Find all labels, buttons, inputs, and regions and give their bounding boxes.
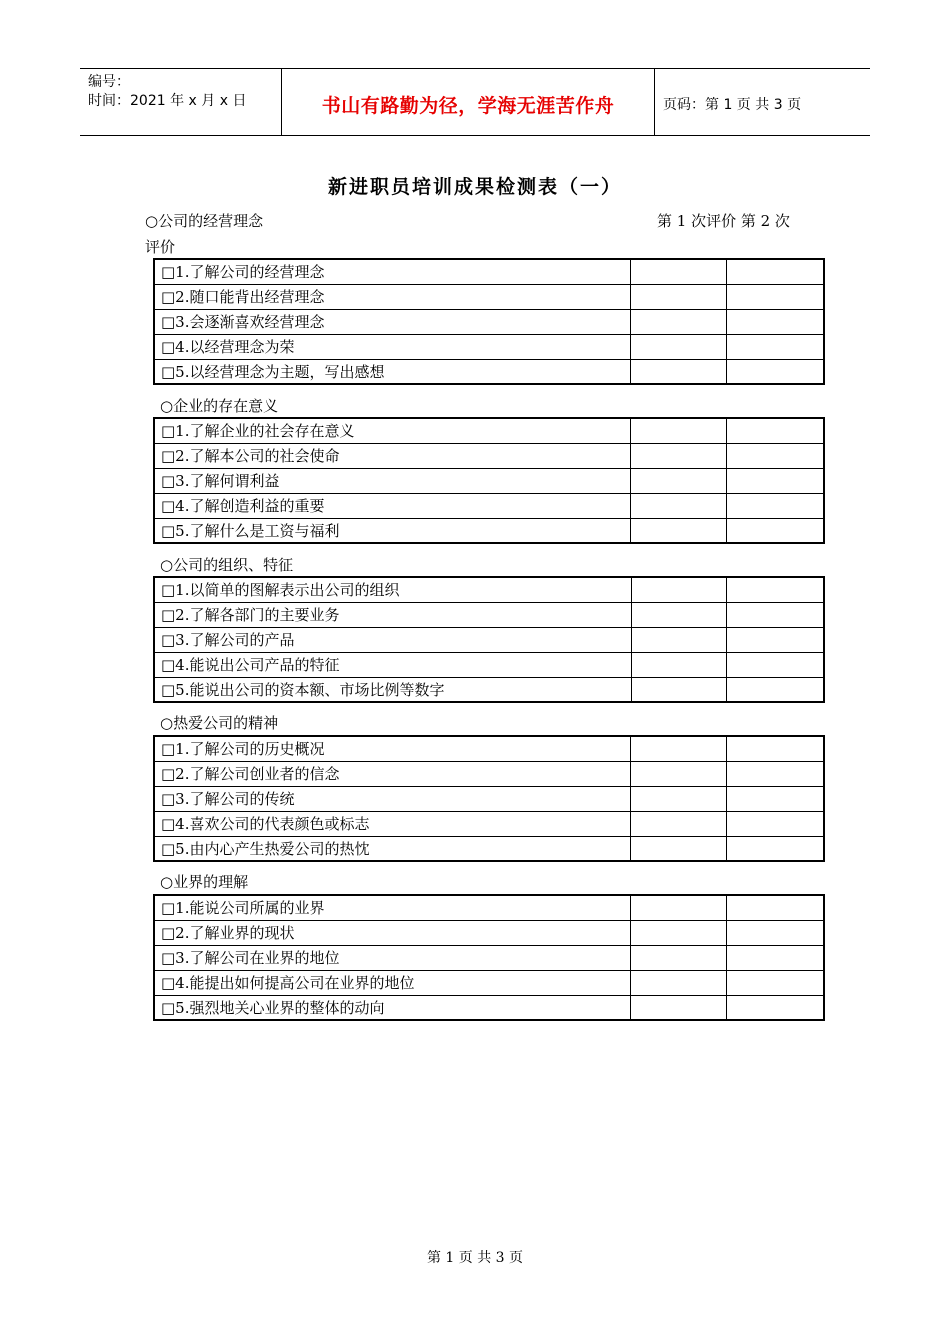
eval-2-cell[interactable] xyxy=(726,259,824,284)
date-label: 时间：2021 年 x 月 x 日 xyxy=(88,93,247,109)
eval-1-cell[interactable] xyxy=(631,652,726,677)
item-label: □2.了解业界的现状 xyxy=(154,920,631,945)
number-label: 编号： xyxy=(88,74,130,90)
eval-2-cell[interactable] xyxy=(726,284,824,309)
item-label: □5.了解什么是工资与福利 xyxy=(154,518,631,543)
item-label: □4.了解创造利益的重要 xyxy=(154,493,631,518)
item-label: □1.了解公司的经营理念 xyxy=(154,259,631,284)
eval-1-cell[interactable] xyxy=(631,443,727,468)
table-row xyxy=(154,309,824,334)
eval-2-cell[interactable] xyxy=(726,577,824,602)
item-label: □3.会逐渐喜欢经营理念 xyxy=(154,309,631,334)
section-label-1: ○企业的存在意义 xyxy=(160,397,279,415)
table-row xyxy=(154,736,824,761)
header-page-info: 页码：第 1 页 共 3 页 xyxy=(663,97,802,113)
item-label: □3.了解公司在业界的地位 xyxy=(154,945,631,970)
table-row xyxy=(154,920,824,945)
item-label: □4.能提出如何提高公司在业界的地位 xyxy=(154,970,631,995)
document-header xyxy=(80,68,870,136)
eval-2-cell[interactable] xyxy=(726,920,824,945)
table-row xyxy=(154,761,824,786)
eval-2-cell[interactable] xyxy=(726,895,824,920)
eval-1-cell[interactable] xyxy=(631,945,727,970)
table-row xyxy=(154,284,824,309)
eval-2-cell[interactable] xyxy=(726,736,824,761)
table-row xyxy=(154,359,824,384)
table-row xyxy=(154,970,824,995)
item-label: □4.以经营理念为荣 xyxy=(154,334,631,359)
eval-2-cell[interactable] xyxy=(726,786,824,811)
item-label: □1.以简单的图解表示出公司的组织 xyxy=(154,577,631,602)
eval-2-cell[interactable] xyxy=(726,995,824,1020)
section-label-3: ○热爱公司的精神 xyxy=(160,714,279,732)
eval-1-cell[interactable] xyxy=(631,836,727,861)
checklist-table-3 xyxy=(153,735,825,862)
eval-1-cell[interactable] xyxy=(631,970,727,995)
table-row xyxy=(154,468,824,493)
item-label: □3.了解何谓利益 xyxy=(154,468,631,493)
table-row xyxy=(154,786,824,811)
header-motto: 书山有路勤为径，学海无涯苦作舟 xyxy=(321,95,615,117)
item-label: □3.了解公司的产品 xyxy=(154,627,631,652)
section-label-4: ○业界的理解 xyxy=(160,873,249,891)
table-row xyxy=(154,836,824,861)
table-row xyxy=(154,577,824,602)
eval-1-cell[interactable] xyxy=(631,627,726,652)
eval-2-cell[interactable] xyxy=(726,761,824,786)
table-row xyxy=(154,259,824,284)
table-row xyxy=(154,895,824,920)
table-row xyxy=(154,443,824,468)
section-label-0: ○公司的经营理念 xyxy=(145,212,264,230)
header-meta xyxy=(88,73,246,111)
eval-2-cell[interactable] xyxy=(726,811,824,836)
item-label: □5.强烈地关心业界的整体的动向 xyxy=(154,995,631,1020)
table-row xyxy=(154,627,824,652)
eval-1-cell[interactable] xyxy=(631,602,726,627)
item-label: □2.了解各部门的主要业务 xyxy=(154,602,631,627)
eval-1-cell[interactable] xyxy=(631,334,727,359)
eval-2-cell[interactable] xyxy=(726,359,824,384)
eval-1-cell[interactable] xyxy=(631,811,727,836)
item-label: □5.由内心产生热爱公司的热忱 xyxy=(154,836,631,861)
eval-2-cell[interactable] xyxy=(726,652,824,677)
eval-2-cell[interactable] xyxy=(726,677,824,702)
eval-2-cell[interactable] xyxy=(726,970,824,995)
checklist-table-0 xyxy=(153,258,825,385)
eval-1-cell[interactable] xyxy=(631,895,727,920)
table-row xyxy=(154,334,824,359)
table-row xyxy=(154,995,824,1020)
eval-1-cell[interactable] xyxy=(631,786,727,811)
item-label: □1.了解公司的历史概况 xyxy=(154,736,631,761)
eval-1-cell[interactable] xyxy=(631,736,727,761)
eval-1-cell[interactable] xyxy=(631,995,727,1020)
checklist-table-1 xyxy=(153,417,825,544)
eval-2-cell[interactable] xyxy=(726,518,824,543)
item-label: □1.能说公司所属的业界 xyxy=(154,895,631,920)
item-label: □3.了解公司的传统 xyxy=(154,786,631,811)
item-label: □2.了解本公司的社会使命 xyxy=(154,443,631,468)
eval-1-cell[interactable] xyxy=(631,761,727,786)
eval-2-cell[interactable] xyxy=(726,836,824,861)
page-footer: 第 1 页 共 3 页 xyxy=(426,1250,524,1266)
item-label: □1.了解企业的社会存在意义 xyxy=(154,418,631,443)
eval-2-cell[interactable] xyxy=(726,334,824,359)
table-row xyxy=(154,945,824,970)
eval-1-cell[interactable] xyxy=(631,468,727,493)
eval-2-cell[interactable] xyxy=(726,468,824,493)
eval-2-cell[interactable] xyxy=(726,493,824,518)
document-title: 新进职员培训成果检测表（一） xyxy=(327,176,622,198)
table-row xyxy=(154,518,824,543)
table-row xyxy=(154,418,824,443)
item-label: □4.喜欢公司的代表颜色或标志 xyxy=(154,811,631,836)
eval-2-cell[interactable] xyxy=(726,418,824,443)
eval-2-cell[interactable] xyxy=(726,602,824,627)
item-label: □2.了解公司创业者的信念 xyxy=(154,761,631,786)
item-label: □2.随口能背出经营理念 xyxy=(154,284,631,309)
eval-1-cell[interactable] xyxy=(631,577,726,602)
item-label: □4.能说出公司产品的特征 xyxy=(154,652,631,677)
item-label: □5.以经营理念为主题，写出感想 xyxy=(154,359,631,384)
eval-2-cell[interactable] xyxy=(726,443,824,468)
eval-2-cell[interactable] xyxy=(726,945,824,970)
eval-1-cell[interactable] xyxy=(631,359,727,384)
eval-2-cell[interactable] xyxy=(726,627,824,652)
eval-1-cell[interactable] xyxy=(631,920,727,945)
table-row xyxy=(154,677,824,702)
item-label: □5.能说出公司的资本额、市场比例等数字 xyxy=(154,677,631,702)
evaluation-headers-wrap: 评价 xyxy=(145,238,176,256)
table-row xyxy=(154,811,824,836)
header-divider xyxy=(654,69,655,135)
eval-1-cell[interactable] xyxy=(631,518,727,543)
table-row xyxy=(154,652,824,677)
table-row xyxy=(154,493,824,518)
eval-1-cell[interactable] xyxy=(631,493,727,518)
eval-1-cell[interactable] xyxy=(631,284,727,309)
evaluation-headers: 第 1 次评价 第 2 次 xyxy=(657,212,790,230)
eval-2-cell[interactable] xyxy=(726,309,824,334)
checklist-table-2 xyxy=(153,576,825,703)
eval-1-cell[interactable] xyxy=(631,418,727,443)
checklist-table-4 xyxy=(153,894,825,1021)
eval-1-cell[interactable] xyxy=(631,309,727,334)
table-row xyxy=(154,602,824,627)
section-label-2: ○公司的组织、特征 xyxy=(160,556,294,574)
eval-1-cell[interactable] xyxy=(631,259,727,284)
eval-1-cell[interactable] xyxy=(631,677,726,702)
